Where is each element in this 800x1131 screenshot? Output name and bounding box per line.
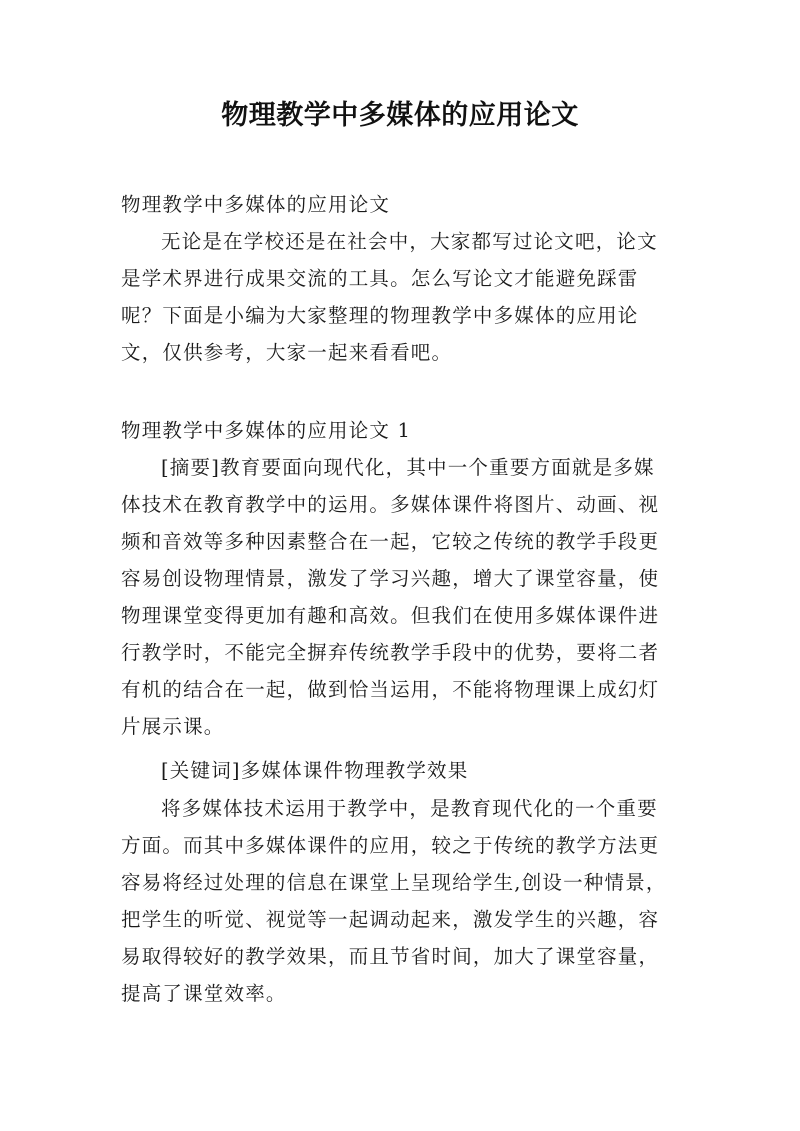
intro-line: 文，仅供参考，大家一起来看看吧。: [121, 341, 453, 364]
intro-line: 呢？下面是小编为大家整理的物理教学中多媒体的应用论: [121, 304, 639, 327]
abstract-line: 物理课堂变得更加有趣和高效。但我们在使用多媒体课件进: [121, 604, 660, 627]
abstract-line: 有机的结合在一起，做到恰当运用，不能将物理课上成幻灯: [121, 678, 660, 701]
abstract-line: 容易创设物理情景，激发了学习兴趣，增大了课堂容量，使: [121, 567, 660, 590]
section-heading: 物理教学中多媒体的应用论文 1: [121, 419, 412, 442]
body-section: [121, 790, 687, 1012]
abstract-line: 频和音效等多种因素整合在一起，它较之传统的教学手段更: [121, 530, 660, 553]
subtitle: 物理教学中多媒体的应用论文: [121, 193, 391, 216]
abstract-line: 行教学时，不能完全摒弃传统教学手段中的优势，要将二者: [121, 641, 660, 664]
body-line: 提高了课堂效率。: [121, 982, 287, 1005]
body-line: 方面。而其中多媒体课件的应用，较之于传统的教学方法更: [121, 834, 660, 857]
intro-section: [121, 186, 687, 371]
intro-line: 是学术界进行成果交流的工具。怎么写论文才能避免踩雷: [121, 267, 639, 290]
body-line: 容易将经过处理的信息在课堂上呈现给学生,创设一种情景，: [121, 871, 667, 894]
keywords-section: [121, 752, 687, 789]
body-line: 把学生的听觉、视觉等一起调动起来，激发学生的兴趣，容: [121, 908, 660, 931]
abstract-line: 片展示课。: [121, 715, 225, 738]
body-line: 将多媒体技术运用于教学中，是教育现代化的一个重要: [161, 797, 658, 820]
abstract-line: 体技术在教育教学中的运用。多媒体课件将图片、动画、视: [121, 493, 660, 516]
abstract-section: [121, 412, 687, 745]
document-title: 物理教学中多媒体的应用论文: [221, 100, 579, 131]
intro-line: 无论是在学校还是在社会中，大家都写过论文吧，论文: [161, 230, 658, 253]
keywords-line: [关键词]多媒体课件物理教学效果: [161, 759, 469, 782]
body-line: 易取得较好的教学效果，而且节省时间，加大了课堂容量，: [121, 945, 660, 968]
abstract-line: [摘要]教育要面向现代化，其中一个重要方面就是多媒: [161, 456, 655, 479]
